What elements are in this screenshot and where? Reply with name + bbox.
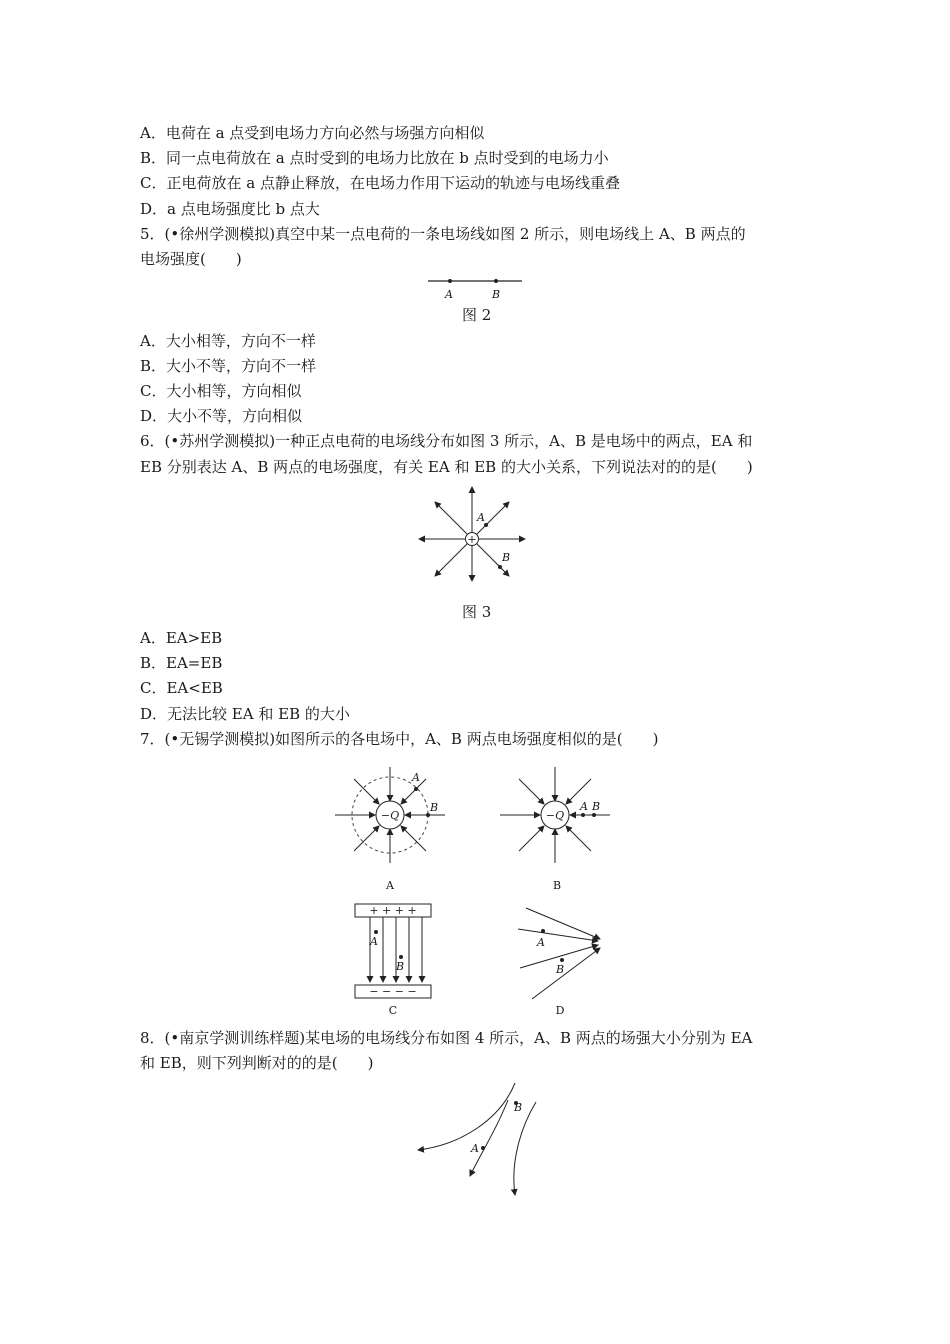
label-a: A	[412, 771, 420, 784]
subfigure-label-a: A	[386, 879, 394, 892]
subfigure-label-d: D	[555, 1004, 565, 1017]
q5-option-a: A．大小相等，方向不一样	[140, 332, 316, 350]
q5-option-b: B．大小不等，方向不一样	[140, 357, 317, 375]
figure-2-caption: 图 2	[462, 306, 492, 324]
q6-option-d: D．无法比较 EA 和 EB 的大小	[140, 705, 350, 723]
q4-option-b: B．同一点电荷放在 a 点时受到的电场力比放在 b 点时受到的电场力小	[140, 149, 609, 167]
q7-subfigure-b	[495, 762, 620, 892]
q5-option-d: D．大小不等，方向相似	[140, 407, 303, 425]
q6-option-a: A．EA>EB	[140, 629, 223, 647]
q7-subfigure-d	[510, 902, 615, 1020]
label-a: A	[537, 936, 545, 949]
q8-curved-field-lines-figure	[410, 1080, 560, 1202]
point-a	[448, 279, 452, 283]
charge-label: −Q	[380, 809, 400, 822]
q5-stem-line2: 电场强度( )	[140, 250, 242, 268]
q4-option-a: A．电荷在 a 点受到电场力方向必然与场强方向相似	[140, 124, 485, 142]
point-a	[481, 1146, 485, 1150]
q6-stem-line2: EB 分别表达 A、B 两点的电场强度，有关 EA 和 EB 的大小关系，下列说法对的的是( )	[140, 458, 753, 476]
point-b	[494, 279, 498, 283]
q6-point-charge-figure	[415, 483, 530, 583]
top-plate-charges: + + + +	[369, 904, 417, 917]
point-a	[414, 787, 418, 791]
subfigure-label-c: C	[388, 1004, 398, 1017]
charge-symbol: +	[467, 533, 477, 546]
label-a: A	[477, 511, 485, 524]
label-b: B	[556, 963, 565, 976]
label-b: B	[396, 960, 405, 973]
label-a: A	[445, 288, 453, 301]
point-b	[560, 958, 564, 962]
label-b: B	[430, 801, 439, 814]
label-b: B	[592, 800, 601, 813]
q4-option-d: D．a 点电场强度比 b 点大	[140, 200, 320, 218]
q8-stem-line2: 和 EB，则下列判断对的的是( )	[140, 1054, 374, 1072]
q7-subfigure-a	[330, 762, 455, 892]
bottom-plate-charges: − − − −	[369, 985, 417, 998]
label-a: A	[580, 800, 588, 813]
label-b: B	[514, 1101, 523, 1114]
point-a	[374, 930, 378, 934]
q4-option-c: C．正电荷放在 a 点静止释放，在电场力作用下运动的轨迹与电场线重叠	[140, 174, 620, 192]
label-b: B	[492, 288, 501, 301]
q5-field-line-figure	[420, 272, 530, 302]
point-b	[399, 955, 403, 959]
q6-option-c: C．EA<EB	[140, 679, 223, 697]
q5-option-c: C．大小相等，方向相似	[140, 382, 302, 400]
q8-stem-line1: 8．(•南京学测训练样题)某电场的电场线分布如图 4 所示，A、B 两点的场强大小分别为 EA	[140, 1029, 753, 1047]
q7-subfigure-c	[350, 902, 440, 1020]
label-a: A	[471, 1142, 479, 1155]
label-a: A	[370, 935, 378, 948]
subfigure-label-b: B	[552, 879, 562, 892]
figure-3-caption: 图 3	[462, 603, 492, 621]
point-b	[498, 565, 502, 569]
charge-label: −Q	[545, 809, 565, 822]
q7-stem: 7．(•无锡学测模拟)如图所示的各电场中，A、B 两点电场强度相似的是( )	[140, 730, 659, 748]
label-b: B	[502, 551, 511, 564]
q6-option-b: B．EA=EB	[140, 654, 223, 672]
point-a	[541, 929, 545, 933]
point-a	[581, 813, 585, 817]
q6-stem-line1: 6．(•苏州学测模拟)一种正点电荷的电场线分布如图 3 所示，A、B 是电场中的两点，EA 和	[140, 432, 753, 450]
point-b	[592, 813, 596, 817]
q5-stem-line1: 5．(•徐州学测模拟)真空中某一点电荷的一条电场线如图 2 所示，则电场线上 A、B 两点的	[140, 225, 746, 243]
